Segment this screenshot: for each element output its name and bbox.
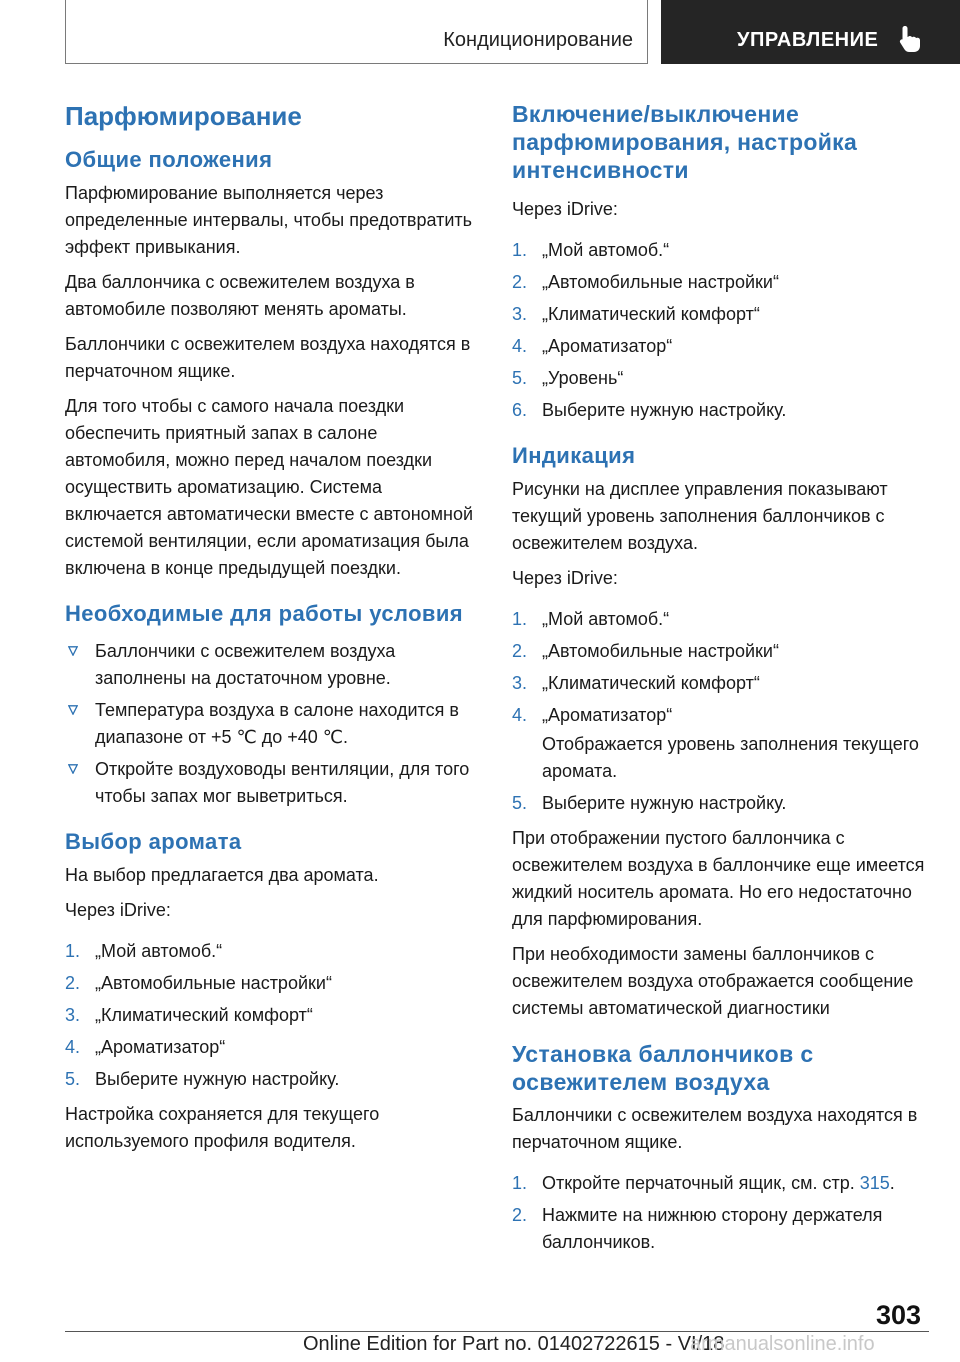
- step-number: 2.: [512, 272, 528, 292]
- step-text: „Мой автомоб.“: [542, 609, 670, 629]
- step-number: 5.: [512, 368, 528, 388]
- step-text: „Климатический комфорт“: [542, 673, 760, 693]
- section-tab: [65, 0, 648, 64]
- step-text: Нажмите на нижнюю сторону держателя баллончиков.: [542, 1205, 883, 1252]
- step-number: 2.: [512, 641, 528, 661]
- step-text: Выберите нужную настройку.: [542, 793, 787, 813]
- conditions-heading: Необходимые для работы условия: [65, 601, 463, 626]
- step-number: 1.: [512, 240, 528, 260]
- triangle-bullet-icon: [68, 764, 78, 774]
- step-text: Выберите нужную настройку.: [95, 1069, 340, 1089]
- scent-intro: На выбор предлагается два аромата.: [65, 865, 379, 885]
- list-item-text: Температура воздуха в салоне находится в диапазоне от +5 ℃ до +40 ℃.: [95, 700, 459, 747]
- left-column: [65, 100, 483, 1163]
- conditions-list: [65, 638, 483, 810]
- switch-via: Через iDrive:: [512, 199, 618, 219]
- step-text: „Ароматизатор“: [542, 336, 673, 356]
- list-item: [512, 606, 932, 633]
- list-item: [512, 1170, 932, 1197]
- general-heading: Общие положения: [65, 147, 273, 172]
- list-item: [512, 790, 932, 817]
- step-text: Выберите нужную настройку.: [542, 400, 787, 420]
- chapter-tab: [661, 0, 960, 64]
- step-number: 4.: [65, 1037, 81, 1057]
- display-via: Через iDrive:: [512, 568, 618, 588]
- list-item: [512, 365, 932, 392]
- triangle-bullet-icon: [68, 705, 78, 715]
- step-number: 3.: [65, 1005, 81, 1025]
- list-item: [512, 670, 932, 697]
- step-number: 5.: [512, 793, 528, 813]
- list-item-text: Откройте воздуховоды вентиляции, для того чтобы запах мог выветриться.: [95, 759, 470, 806]
- list-item: [65, 1034, 483, 1061]
- page-title: Парфюмирование: [65, 101, 302, 131]
- step-number: 6.: [512, 400, 528, 420]
- install-heading: Установка баллончиков с освежителем воздуха: [512, 1041, 814, 1095]
- step-text: „Уровень“: [542, 368, 624, 388]
- install-intro: Баллончики с освежителем воздуха находятся в перчаточном ящике.: [512, 1105, 918, 1152]
- step-text: „Мой автомоб.“: [542, 240, 670, 260]
- scent-heading: Выбор аромата: [65, 829, 242, 854]
- display-steps: [512, 606, 932, 817]
- list-item: [65, 756, 483, 810]
- step-text: „Автомобильные настройки“: [542, 272, 779, 292]
- page-number: 303: [876, 1300, 922, 1330]
- list-item-text: Баллончики с освежителем воздуха заполнены на достаточном уровне.: [95, 641, 396, 688]
- step-text: „Автомобильные настройки“: [542, 641, 779, 661]
- list-item: [512, 301, 932, 328]
- step-number: 1.: [512, 609, 528, 629]
- scent-steps: [65, 938, 483, 1093]
- page-reference-link[interactable]: 315: [859, 1173, 890, 1193]
- display-paragraph: При необходимости замены баллончиков с освежителем воздуха отображается сообщение системы автоматической диагностики: [512, 944, 914, 1018]
- step-text: „Ароматизатор“: [95, 1037, 226, 1057]
- display-intro: Рисунки на дисплее управления показывают текущий уровень заполнения баллончиков с освежителем воздуха.: [512, 479, 888, 553]
- step-text: Откройте перчаточный ящик, см. стр.: [542, 1173, 855, 1193]
- step-number: 1.: [65, 941, 81, 961]
- scent-note: Настройка сохраняется для текущего используемого профиля водителя.: [65, 1104, 380, 1151]
- general-paragraph: Для того чтобы с самого начала поездки обеспечить приятный запах в салоне автомобиля, можно перед началом поездки осуществить ароматизацию. Система включается автоматически вместе с автономной системой вентиляции, если ароматизация была включена в конце предыдущей поездки.: [65, 396, 474, 578]
- hand-pointer-icon: [896, 24, 926, 54]
- list-item: [65, 697, 483, 751]
- list-item: [65, 970, 483, 997]
- footer-watermark: armanualsonline.info: [690, 1333, 875, 1355]
- switch-heading: Включение/выключение парфюмирования, настройка интенсивности: [512, 101, 858, 183]
- list-item: [512, 397, 932, 424]
- step-number: 2.: [512, 1205, 528, 1225]
- display-paragraph: При отображении пустого баллончика с освежителем воздуха в баллончике еще имеется жидкий носитель аромата. Но его недостаточно для парфюмирования.: [512, 828, 925, 929]
- step-text-end: .: [889, 1173, 895, 1193]
- general-paragraph: Парфюмирование выполняется через определенные интервалы, чтобы предотвратить эффект привыкания.: [65, 183, 473, 257]
- footer-edition: Online Edition for Part no. 01402722615 - VI/18: [303, 1333, 725, 1355]
- step-number: 5.: [65, 1069, 81, 1089]
- step-number: 3.: [512, 673, 528, 693]
- step-text: „Мой автомоб.“: [95, 941, 223, 961]
- scent-via: Через iDrive:: [65, 900, 171, 920]
- list-item: [65, 1066, 483, 1093]
- list-item: [65, 638, 483, 692]
- step-text: „Климатический комфорт“: [95, 1005, 313, 1025]
- display-heading: Индикация: [512, 443, 636, 468]
- list-item: [65, 938, 483, 965]
- list-item: [512, 237, 932, 264]
- step-number: 4.: [512, 705, 528, 725]
- general-paragraph: Баллончики с освежителем воздуха находятся в перчаточном ящике.: [65, 334, 471, 381]
- step-number: 3.: [512, 304, 528, 324]
- page-header: [0, 0, 960, 66]
- right-column: [512, 100, 932, 1264]
- step-number: 1.: [512, 1173, 528, 1193]
- footer-divider: [65, 1331, 929, 1332]
- install-steps: [512, 1170, 932, 1256]
- list-item: [512, 1202, 932, 1256]
- list-item: [65, 1002, 483, 1029]
- general-paragraph: Два баллончика с освежителем воздуха в автомобиле позволяют менять ароматы.: [65, 272, 415, 319]
- switch-steps: [512, 237, 932, 424]
- step-note: Отображается уровень заполнения текущего аромата.: [542, 734, 919, 781]
- triangle-bullet-icon: [68, 646, 78, 656]
- list-item: [512, 638, 932, 665]
- step-text: „Ароматизатор“: [542, 705, 673, 725]
- chapter-tab-label: УПРАВЛЕНИЕ: [737, 29, 879, 51]
- list-item: [512, 333, 932, 360]
- section-tab-label: Кондиционирование: [443, 29, 633, 51]
- list-item: [512, 702, 932, 785]
- step-number: 4.: [512, 336, 528, 356]
- step-text: „Климатический комфорт“: [542, 304, 760, 324]
- list-item: [512, 269, 932, 296]
- step-number: 2.: [65, 973, 81, 993]
- step-text: „Автомобильные настройки“: [95, 973, 332, 993]
